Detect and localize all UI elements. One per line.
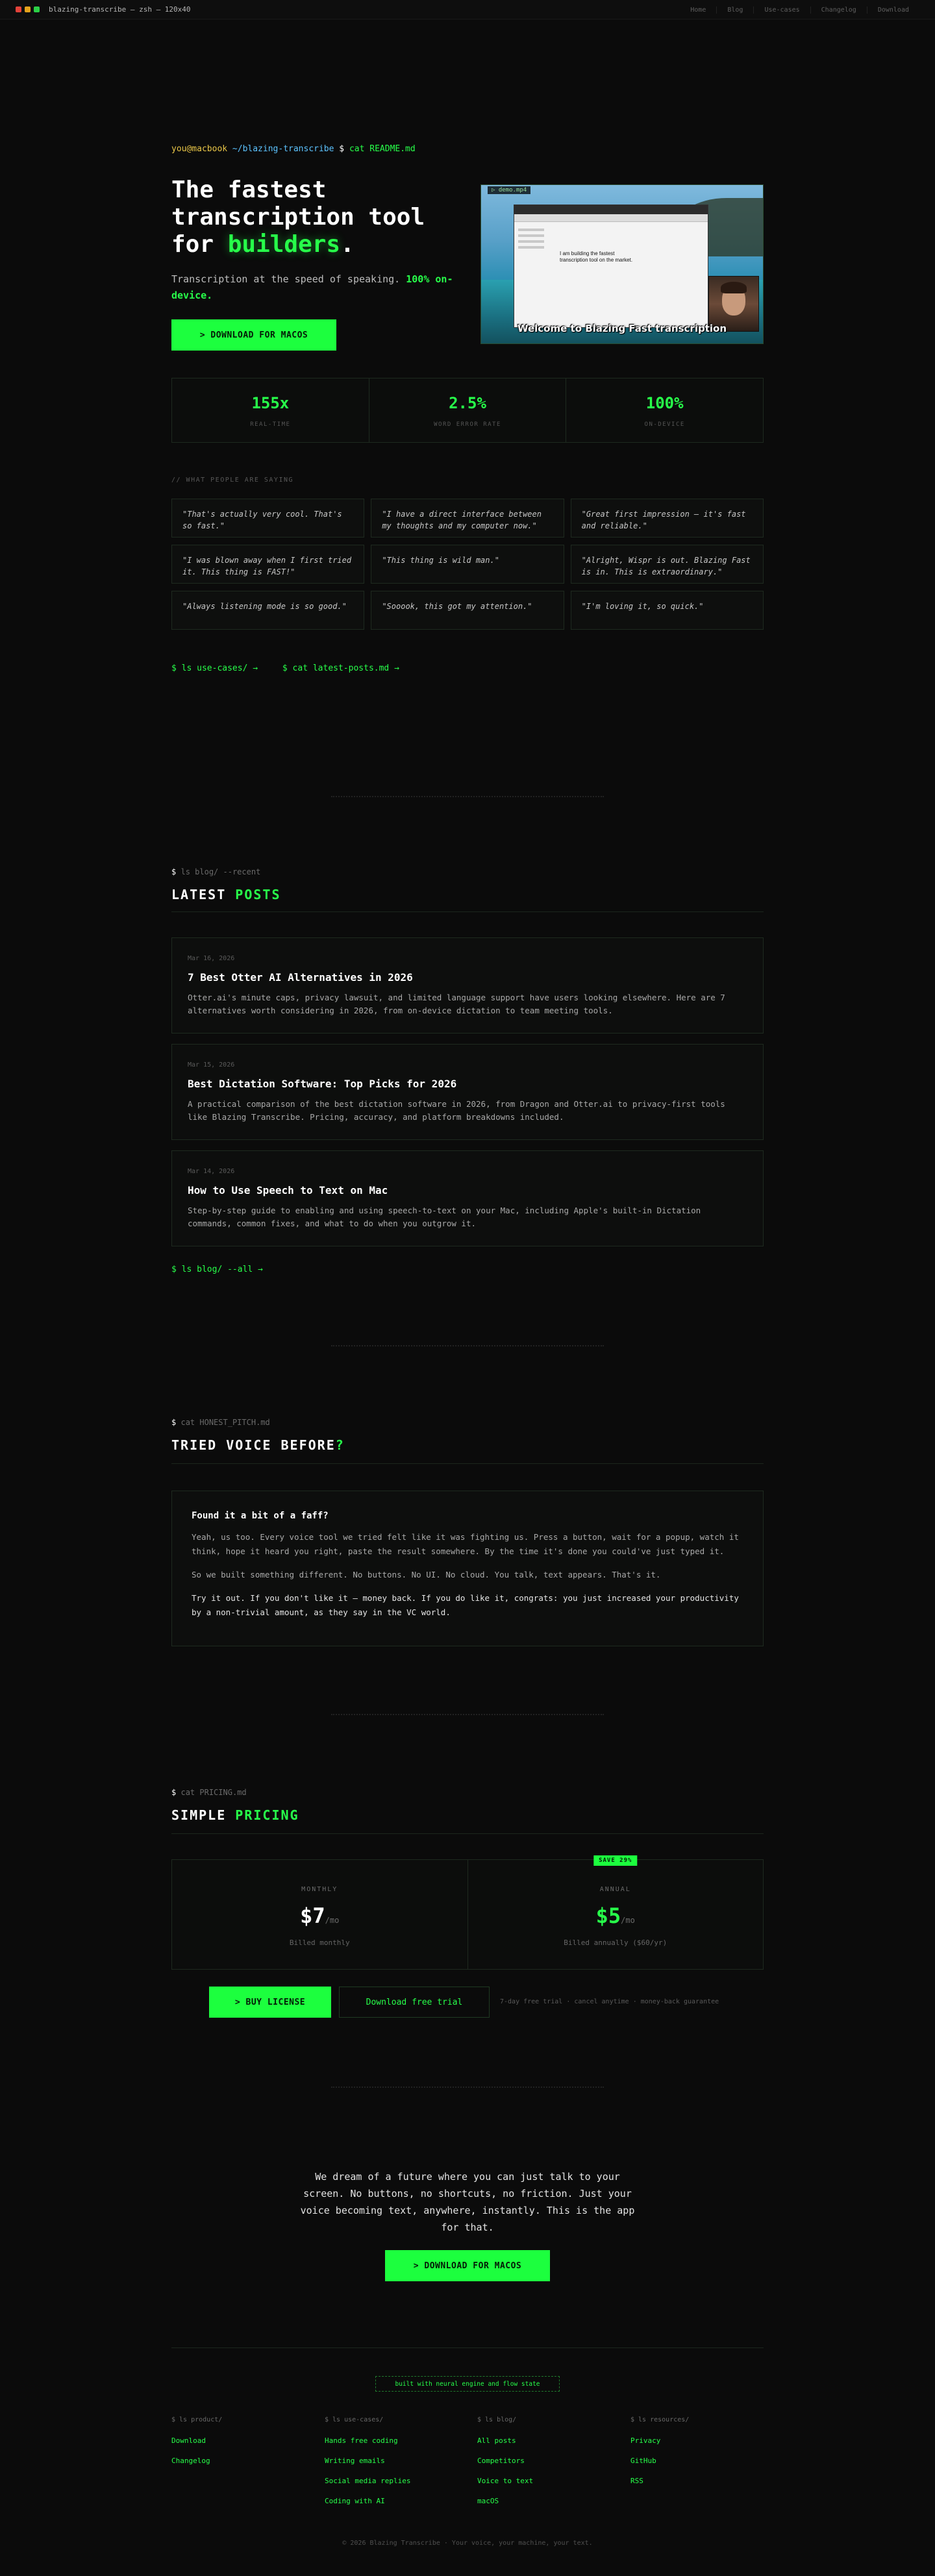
video-app-window (514, 204, 708, 328)
footer-link-all-posts[interactable]: All posts (477, 2436, 516, 2445)
cta-text: We dream of a future where you can just talk to your screen. No buttons, no shortcuts, no friction. Just your voice becoming text, anywhere, instantly. This is the app for that. (300, 2171, 635, 2233)
close-window-button[interactable] (16, 6, 21, 12)
video-doc-text: I am building the fastest transcription tool on the market. (560, 251, 633, 263)
blog-prompt (171, 867, 260, 876)
nav-changelog[interactable]: Changelog (810, 6, 867, 14)
pitch-heading-text: TRIED VOICE BEFORE (171, 1437, 336, 1453)
video-tag: ▷ demo.mp4 (488, 186, 530, 194)
video-window-sidebar (518, 229, 551, 252)
testimonial-card: "Sooook, this got my attention." (371, 591, 564, 630)
hero-title-line3-prefix: for (171, 231, 214, 258)
blog-heading-text: LATEST (171, 887, 227, 902)
post-excerpt: Otter.ai's minute caps, privacy lawsuit, and limited language support have users looking elsewhere. Here are 7 alternatives worth considering in 2026, from on-device dictation to team meeting tools. (188, 993, 725, 1015)
video-window-toolbar (514, 214, 708, 222)
stat-word-error-rate (369, 378, 566, 442)
stat-value: 100% (645, 394, 684, 412)
hero-title (171, 177, 457, 258)
cta-download-button[interactable]: > DOWNLOAD FOR MACOS (385, 2250, 550, 2281)
section-divider (331, 1345, 604, 1346)
plan-billing: Billed annually ($60/yr) (564, 1938, 667, 1947)
pricing-prompt (171, 1788, 247, 1797)
stat-label: REAL-TIME (250, 421, 291, 428)
top-navigation (680, 0, 919, 19)
prompt-symbol: $ (171, 1418, 177, 1427)
presenter-hair (721, 282, 747, 293)
testimonial-card: "I have a direct interface between my thoughts and my computer now." (371, 499, 564, 538)
post-excerpt: A practical comparison of the best dictation software in 2026, from Dragon and Otter.ai to privacy-first tools like Blazing Transcribe. Pricing, accuracy, and platform breakdowns included. (188, 1099, 725, 1122)
copyright: © 2026 Blazing Transcribe · Your voice, your machine, your text. (342, 2540, 593, 2547)
stat-value: 155x (251, 394, 290, 412)
window-title: blazing-transcribe — zsh — 120x40 (49, 5, 191, 14)
hero-title-suffix: . (340, 231, 355, 258)
footer-column-resources (630, 2416, 773, 2497)
built-with-badge: built with neural engine and flow state (375, 2376, 560, 2392)
stat-on-device (566, 378, 763, 442)
use-cases-link[interactable]: $ ls use-cases/ → (171, 663, 258, 673)
plan-price (468, 1903, 764, 1928)
pitch-heading-highlight: ? (335, 1437, 345, 1453)
footer-column-heading: $ ls product/ (171, 2416, 223, 2423)
footer-column-use-cases (325, 2416, 468, 2517)
section-divider (331, 2087, 604, 2088)
plan-price-amount: $5 (595, 1903, 621, 1928)
demo-video[interactable] (480, 184, 764, 344)
prompt-symbol: $ (171, 1788, 177, 1797)
pricing-heading (171, 1807, 299, 1823)
testimonial-card: "That's actually very cool. That's so fast." (171, 499, 364, 538)
footer-link-coding-with-ai[interactable]: Coding with AI (325, 2497, 385, 2505)
hero-title-line2: transcription tool (171, 204, 425, 230)
latest-posts-link[interactable]: $ cat latest-posts.md → (282, 663, 399, 673)
footer-link-voice-to-text[interactable]: Voice to text (477, 2477, 534, 2485)
post-excerpt: Step-by-step guide to enabling and using speech-to-text on your Mac, including Apple's built-in Dictation commands, common fixes, and what to do when you outgrow it. (188, 1206, 701, 1228)
footer-link-hands-free-coding[interactable]: Hands free coding (325, 2436, 398, 2445)
prompt-command: cat PRICING.md (181, 1788, 247, 1797)
pricing-heading-highlight: PRICING (235, 1807, 299, 1823)
footer-link-download[interactable]: Download (171, 2436, 206, 2445)
plan-name: MONTHLY (301, 1886, 338, 1893)
hero-title-highlight: builders (227, 231, 341, 258)
window-controls (16, 6, 40, 12)
plan-price-period: /mo (325, 1916, 340, 1925)
post-title[interactable]: 7 Best Otter AI Alternatives in 2026 (188, 971, 413, 984)
footer-link-github[interactable]: GitHub (630, 2457, 656, 2465)
plan-annual[interactable] (468, 1857, 764, 1969)
hero-subtitle-text: Transcription at the speed of speaking. (171, 273, 401, 285)
nav-blog[interactable]: Blog (716, 6, 753, 14)
plan-price-amount: $7 (300, 1903, 325, 1928)
pitch-prompt (171, 1418, 270, 1427)
pricing-note: 7-day free trial · cancel anytime · money-back guarantee (500, 1998, 719, 2005)
quick-links (171, 663, 419, 673)
prompt-symbol: $ (171, 867, 177, 876)
pitch-paragraph: Try it out. If you don't like it — money back. If you do like it, congrats: you just increased your productivity by a non-trivial amount, as they say in the VC world. (192, 1593, 739, 1617)
pitch-paragraph: So we built something different. No buttons. No UI. No cloud. You talk, text appears. That's it. (192, 1570, 661, 1579)
footer-column-heading: $ ls blog/ (477, 2416, 517, 2423)
video-caption (481, 323, 763, 334)
prompt-path: ~/blazing-transcribe (232, 144, 334, 154)
blog-heading-highlight: POSTS (235, 887, 281, 902)
title-bar (0, 0, 935, 19)
pricing-table (171, 1859, 764, 1970)
stat-label: ON-DEVICE (644, 421, 685, 428)
blog-post-card[interactable] (171, 1044, 764, 1140)
pitch-paragraph: Yeah, us too. Every voice tool we tried felt like it was fighting us. Press a button, wait for a popup, watch it think, hope it heard you right, paste the result somewhere. By the time it's done you could've just typed it. (192, 1532, 739, 1556)
post-date: Mar 14, 2026 (188, 1168, 235, 1175)
plan-name: ANNUAL (599, 1886, 631, 1893)
prompt-symbol: $ (339, 144, 345, 154)
post-date: Mar 15, 2026 (188, 1061, 235, 1069)
nav-home[interactable]: Home (690, 6, 706, 14)
pitch-rule (171, 1463, 764, 1464)
footer-column-product (171, 2416, 314, 2477)
nav-use-cases[interactable]: Use-cases (753, 6, 810, 14)
pricing-rule (171, 1833, 764, 1834)
testimonial-card: "Always listening mode is so good." (171, 591, 364, 630)
hero-prompt (171, 144, 416, 154)
footer-link-macos[interactable]: macOS (477, 2497, 499, 2505)
hero-download-button[interactable]: > DOWNLOAD FOR MACOS (171, 319, 336, 351)
testimonial-card: "I'm loving it, so quick." (571, 591, 764, 630)
stat-realtime (172, 378, 369, 442)
testimonial-card: "I was blown away when I first tried it. This thing is FAST!" (171, 545, 364, 584)
video-caption-2: to Blazing Fast transcription (570, 323, 727, 334)
pitch-heading (171, 1437, 345, 1453)
blog-post-card[interactable] (171, 1150, 764, 1246)
section-divider (331, 1714, 604, 1715)
prompt-user: you@macbook (171, 144, 228, 154)
footer-rule (171, 2347, 764, 2348)
video-window-bar (514, 205, 708, 214)
footer-link-rss[interactable]: RSS (630, 2477, 643, 2485)
footer-link-changelog[interactable]: Changelog (171, 2457, 210, 2465)
post-title[interactable]: Best Dictation Software: Top Picks for 2026 (188, 1078, 457, 1090)
nav-download[interactable]: Download (867, 6, 919, 14)
blog-heading (171, 887, 281, 902)
plan-price (172, 1903, 468, 1928)
blog-post-card[interactable] (171, 937, 764, 1034)
save-badge: SAVE 29% (593, 1855, 637, 1866)
plan-monthly[interactable] (172, 1860, 468, 1969)
hero-title-line1: The fastest (171, 177, 327, 203)
hero-subtitle-highlight: 100% on-device. (171, 273, 453, 301)
pitch-title: Found it a bit of a faff? (192, 1511, 329, 1521)
testimonial-card: "Great first impression — it's fast and reliable." (571, 499, 764, 538)
prompt-command: cat README.md (349, 144, 416, 154)
download-trial-button[interactable]: Download free trial (339, 1987, 490, 2018)
minimize-window-button[interactable] (25, 6, 31, 12)
footer-column-heading: $ ls resources/ (630, 2416, 690, 2423)
post-date: Mar 16, 2026 (188, 955, 235, 962)
testimonials-label: // WHAT PEOPLE ARE SAYING (171, 477, 294, 484)
testimonial-card: "Alright, Wispr is out. Blazing Fast is in. This is extraordinary." (571, 545, 764, 584)
prompt-command: ls blog/ --recent (181, 867, 261, 876)
testimonials-grid (171, 499, 764, 630)
maximize-window-button[interactable] (34, 6, 40, 12)
blog-rule (171, 911, 764, 912)
stat-label: WORD ERROR RATE (434, 421, 501, 428)
plan-billing: Billed monthly (289, 1938, 350, 1947)
pitch-card (171, 1491, 764, 1646)
footer-link-social-media-replies[interactable]: Social media replies (325, 2477, 411, 2485)
post-title[interactable]: How to Use Speech to Text on Mac (188, 1184, 388, 1196)
footer-link-competitors[interactable]: Competitors (477, 2457, 525, 2465)
hero-subtitle (171, 271, 457, 304)
prompt-command: cat HONEST_PITCH.md (181, 1418, 270, 1427)
footer-link-privacy[interactable]: Privacy (630, 2436, 661, 2445)
pricing-heading-text: SIMPLE (171, 1807, 227, 1823)
testimonial-card: "This thing is wild man." (371, 545, 564, 584)
stats-panel (171, 378, 764, 443)
all-posts-link[interactable]: $ ls blog/ --all → (171, 1265, 263, 1274)
footer-column-heading: $ ls use-cases/ (325, 2416, 384, 2423)
plan-price-period: /mo (621, 1916, 635, 1925)
video-caption-1: Welcome (517, 323, 567, 334)
footer-column-blog (477, 2416, 620, 2517)
section-divider (331, 796, 604, 797)
footer-link-writing-emails[interactable]: Writing emails (325, 2457, 385, 2465)
buy-license-button[interactable]: > BUY LICENSE (209, 1987, 331, 2018)
stat-value: 2.5% (449, 394, 486, 412)
